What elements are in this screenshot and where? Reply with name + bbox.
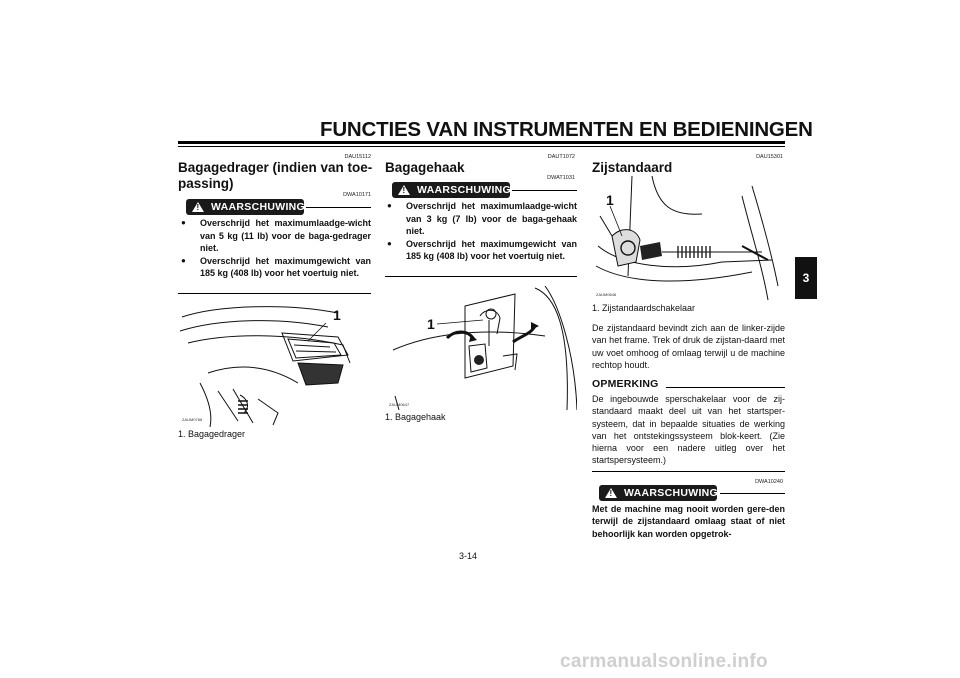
section-title: Zijstandaard bbox=[592, 160, 673, 175]
warning-badge bbox=[599, 485, 717, 501]
image-code: ZAUM0647 bbox=[389, 402, 410, 407]
note-end-rule bbox=[592, 471, 785, 472]
chapter-tab: 3 bbox=[795, 257, 817, 299]
section-title: Bagagedrager (indien van toe-passing) bbox=[178, 160, 373, 191]
image-code: ZAUM0788 bbox=[182, 417, 203, 422]
callout-number: 1 bbox=[606, 192, 614, 208]
warning-code: DWA10240 bbox=[755, 479, 783, 485]
figure-caption: 1. Zijstandaardschakelaar bbox=[592, 303, 696, 313]
luggage-rack-drawing-icon bbox=[178, 303, 371, 427]
figure-caption: 1. Bagagehaak bbox=[385, 412, 446, 422]
sidestand-illustration bbox=[592, 176, 785, 300]
section-code: DAU15301 bbox=[756, 154, 783, 160]
warning-triangle-icon: ! bbox=[605, 488, 617, 498]
warning-label: WAARSCHUWING bbox=[417, 184, 512, 196]
header-rule bbox=[178, 141, 785, 144]
warning-bullet: ● Overschrijd het maximumlaadge-wicht van 3 kg (7 lb) voor de baga-gehaak niet. bbox=[386, 200, 577, 238]
warning-badge bbox=[186, 199, 304, 215]
callout-number: 1 bbox=[427, 316, 435, 332]
warning-code: DWAT1031 bbox=[547, 175, 575, 181]
note-heading: OPMERKING bbox=[592, 378, 659, 390]
header-rule-thin bbox=[178, 146, 785, 147]
warning-end-rule bbox=[385, 276, 577, 277]
warning-triangle-icon: ! bbox=[398, 185, 410, 195]
warning-rule bbox=[720, 493, 785, 494]
warning-label: WAARSCHUWING bbox=[211, 201, 306, 213]
callout-number: 1 bbox=[333, 307, 341, 323]
warning-rule bbox=[512, 190, 577, 191]
section-title: Bagagehaak bbox=[385, 160, 465, 175]
luggage-hook-illustration bbox=[385, 286, 577, 410]
page-header-title: FUNCTIES VAN INSTRUMENTEN EN BEDIENINGEN bbox=[320, 118, 813, 141]
image-code: ZAUM0648 bbox=[596, 292, 617, 297]
warning-label: WAARSCHUWING bbox=[624, 487, 719, 499]
luggage-hook-drawing-icon bbox=[385, 286, 577, 410]
body-paragraph: De zijstandaard bevindt zich aan de linker-zijde van het frame. Trek of druk de zijstan-daard met uw voet omhoog of omlaag terwijl u de machine rechtop houdt. bbox=[592, 323, 785, 370]
warning-code: DWA10171 bbox=[343, 192, 371, 198]
warning-list bbox=[180, 217, 371, 280]
warning-triangle-icon: ! bbox=[192, 202, 204, 212]
watermark: carmanualsonline.info bbox=[560, 651, 768, 672]
page-number: 3-14 bbox=[459, 551, 478, 561]
sidestand-drawing-icon bbox=[592, 176, 785, 300]
section-code: DAUT1072 bbox=[547, 154, 575, 160]
note-paragraph: De ingebouwde sperschakelaar voor de zij-standaard maakt deel uit van het startsper-systeem, dat in bepaalde situaties de werking van het ontstekingssysteem blok-keert. (Zie hierna voor een nadere uitleg over het startspersysteem.) bbox=[592, 394, 785, 466]
warning-end-rule bbox=[178, 293, 371, 294]
figure-caption: 1. Bagagedrager bbox=[178, 429, 246, 439]
warning-paragraph: Met de machine mag nooit worden gere-den terwijl de zijstandaard omlaag staat of niet behoorlijk kan worden opgetrok- bbox=[592, 504, 785, 539]
warning-bullet: ● Overschrijd het maximumgewicht van 185 kg (408 lb) voor het voertuig niet. bbox=[180, 255, 371, 280]
warning-list bbox=[386, 200, 577, 263]
note-rule bbox=[666, 387, 785, 388]
warning-rule bbox=[306, 207, 371, 208]
section-code: DAU15112 bbox=[344, 154, 371, 160]
warning-badge bbox=[392, 182, 510, 198]
warning-bullet: ● Overschrijd het maximumgewicht van 185 kg (408 lb) voor het voertuig niet. bbox=[386, 238, 577, 263]
luggage-rack-illustration bbox=[178, 303, 371, 427]
warning-bullet: ● Overschrijd het maximumlaadge-wicht van 5 kg (11 lb) voor de baga-gedrager niet. bbox=[180, 217, 371, 255]
